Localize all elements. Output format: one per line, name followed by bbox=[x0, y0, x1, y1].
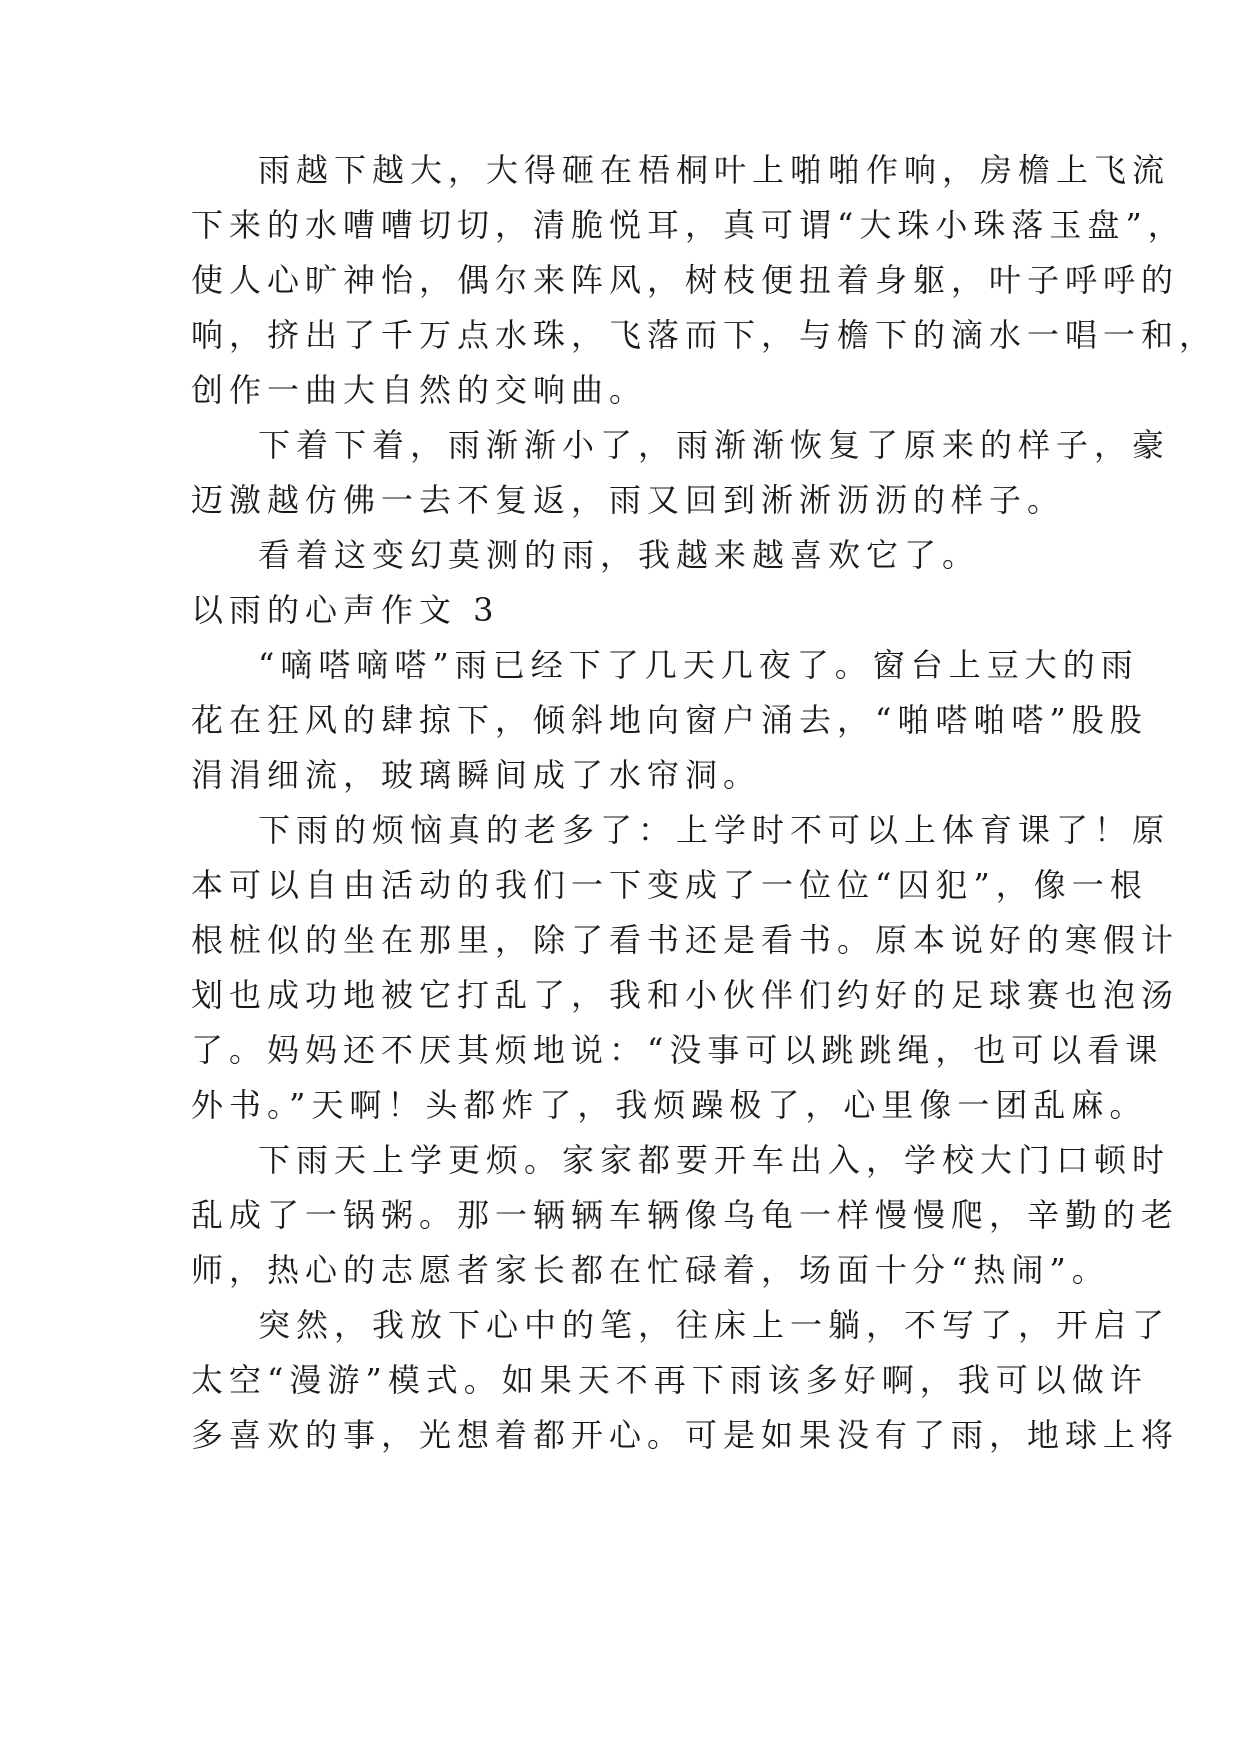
text-line: 使人心旷神怡，偶尔来阵风，树枝便扭着身躯，叶子呼呼的 bbox=[191, 261, 1180, 299]
text-line: 迈激越仿佛一去不复返，雨又回到淅淅沥沥的样子。 bbox=[191, 481, 1066, 519]
text-line: “嘀嗒嘀嗒”雨已经下了几天几夜了。窗台上豆大的雨 bbox=[258, 646, 1139, 684]
text-line: 根桩似的坐在那里，除了看书还是看书。原本说好的寒假计 bbox=[191, 921, 1180, 959]
text-line: 划也成功地被它打乱了，我和小伙伴们约好的足球赛也泡汤 bbox=[191, 976, 1180, 1014]
section-heading: 以雨的心声作文 3 bbox=[191, 591, 500, 629]
text-line: 多喜欢的事，光想着都开心。可是如果没有了雨，地球上将 bbox=[191, 1416, 1180, 1454]
text-line: 看着这变幻莫测的雨，我越来越喜欢它了。 bbox=[258, 536, 981, 574]
text-line: 雨越下越大，大得砸在梧桐叶上啪啪作响，房檐上飞流 bbox=[258, 151, 1171, 189]
text-line: 涓涓细流，玻璃瞬间成了水帘洞。 bbox=[191, 756, 762, 794]
text-line: 花在狂风的肆掠下，倾斜地向窗户涌去，“啪嗒啪嗒”股股 bbox=[191, 701, 1148, 739]
text-line: 外书。”天啊！头都炸了，我烦躁极了，心里像一团乱麻。 bbox=[191, 1086, 1148, 1124]
text-line: 太空“漫游”模式。如果天不再下雨该多好啊，我可以做许 bbox=[191, 1361, 1148, 1399]
text-line: 下雨天上学更烦。家家都要开车出入，学校大门口顿时 bbox=[258, 1141, 1171, 1179]
text-line: 下雨的烦恼真的老多了：上学时不可以上体育课了！原 bbox=[258, 811, 1171, 849]
text-line: 突然，我放下心中的笔，往床上一躺，不写了，开启了 bbox=[258, 1306, 1171, 1344]
text-line: 师，热心的志愿者家长都在忙碌着，场面十分“热闹”。 bbox=[191, 1251, 1110, 1289]
text-line: 乱成了一锅粥。那一辆辆车辆像乌龟一样慢慢爬，辛勤的老 bbox=[191, 1196, 1180, 1234]
text-line: 下着下着，雨渐渐小了，雨渐渐恢复了原来的样子，豪 bbox=[258, 426, 1171, 464]
text-line: 创作一曲大自然的交响曲。 bbox=[191, 371, 648, 409]
text-line: 下来的水嘈嘈切切，清脆悦耳，真可谓“大珠小珠落玉盘”， bbox=[191, 206, 1186, 244]
text-line: 本可以自由活动的我们一下变成了一位位“囚犯”，像一根 bbox=[191, 866, 1148, 904]
text-line: 响，挤出了千万点水珠，飞落而下，与檐下的滴水一唱一和， bbox=[191, 316, 1218, 354]
text-line: 了。妈妈还不厌其烦地说：“没事可以跳跳绳，也可以看课 bbox=[191, 1031, 1164, 1069]
